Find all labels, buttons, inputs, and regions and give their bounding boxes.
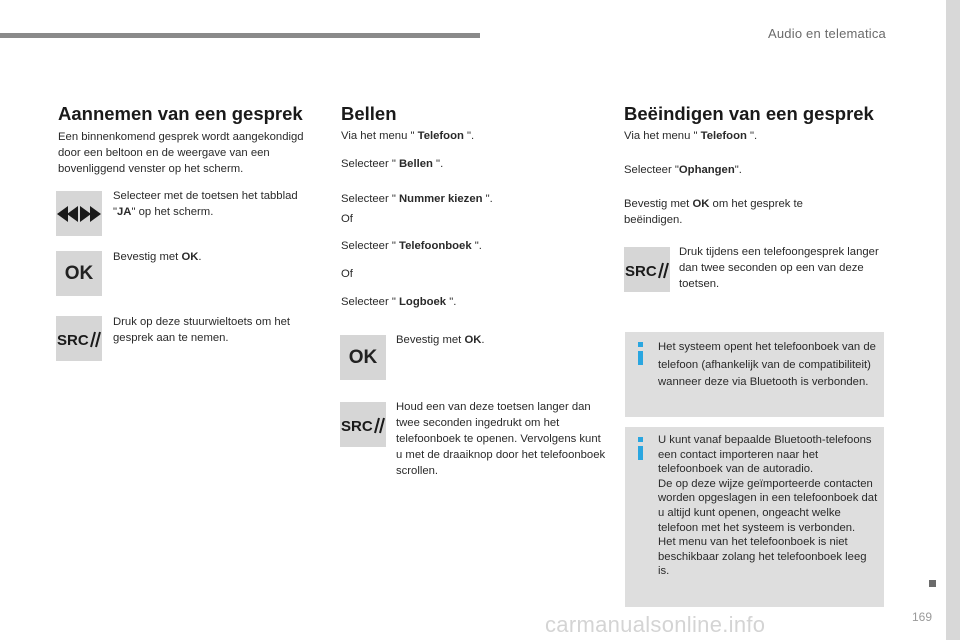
end-call-title: Beëindigen van een gesprek [624, 103, 874, 124]
src-button [624, 247, 670, 292]
text-part: ". [746, 130, 758, 142]
ok-button [56, 251, 102, 296]
text-bold: OK [181, 251, 199, 263]
text-bold: Logboek [399, 296, 447, 308]
text-bold: Nummer kiezen [399, 193, 483, 205]
call-menu-line [341, 128, 474, 144]
answer-call-title: Aannemen van een gesprek [58, 103, 303, 124]
text-part: ". [734, 164, 742, 176]
text-part: . [198, 251, 202, 263]
text-part: Via het menu " [341, 130, 418, 142]
text-bold: Ophangen [678, 164, 735, 176]
text-part: Bevestig met [113, 251, 182, 263]
svg-text:SRC: SRC [57, 331, 89, 349]
end-confirm [624, 196, 839, 228]
answer-step-confirm [113, 249, 323, 265]
text-part: " op het scherm. [131, 206, 214, 218]
text-part: . [481, 334, 485, 346]
text-part: Via het menu " [624, 130, 701, 142]
end-menu-line [624, 128, 757, 144]
page-edge-bar [946, 0, 960, 640]
text-part: Selecteer " [341, 240, 400, 252]
call-select-bellen [341, 156, 443, 172]
text-part: ". [463, 130, 475, 142]
answer-step-steering: Druk op deze stuurwieltoets om het gesprek aan te nemen. [113, 316, 291, 344]
section-header: Audio en telematica [768, 26, 886, 41]
src-button [340, 402, 386, 447]
text-part: Selecteer met de toetsen het tabblad " [113, 190, 298, 218]
text-part: ". [432, 158, 444, 170]
text-part: om het gesprek te beëindigen. [624, 198, 803, 226]
text-bold: OK [464, 334, 482, 346]
text-part: Selecteer " [624, 164, 679, 176]
src-button [56, 316, 102, 361]
text-bold: Bellen [399, 158, 433, 170]
info-icon-dot [638, 437, 643, 442]
end-select-hangup [624, 162, 742, 178]
src-icon [625, 260, 669, 280]
call-select-number [341, 191, 493, 207]
watermark: carmanualsonline.info [545, 612, 766, 637]
text-part: ". [471, 240, 482, 252]
text-bold: Telefoon [700, 130, 747, 142]
text-bold: Telefoon [417, 130, 464, 142]
call-select-log [341, 294, 456, 310]
call-confirm [396, 332, 485, 348]
text-bold: JA [117, 206, 132, 218]
page-number: 169 [912, 610, 933, 624]
info-icon-dot [638, 342, 643, 347]
page-marker [929, 580, 936, 587]
answer-call-intro: Een binnenkomend gesprek wordt aangekondigd door een beltoon en de weergave van een bovenliggend venster op het scherm. [58, 131, 304, 175]
prev-next-button [56, 191, 102, 236]
ok-button [340, 335, 386, 380]
prev-next-icon [57, 205, 101, 223]
info-text-import: U kunt vanaf bepaalde Bluetooth-telefoons een contact importeren naar het telefoonboek van de autoradio. De op deze wijze geïmporteerde contacten worden opgeslagen in een telefoonboek dat u altijd kunt openen, ongeacht welke telefoon met het systeem is verbonden. Het menu van het telefoonboek is niet beschikbaar zolang het telefoonboek leeg is. [658, 434, 878, 578]
info-box-import [625, 427, 884, 607]
answer-step-select [113, 188, 323, 220]
text-part: ". [482, 193, 493, 205]
src-icon [341, 415, 385, 435]
svg-text:SRC: SRC [625, 262, 657, 280]
info-box-phonebook [625, 332, 884, 417]
src-icon [57, 329, 101, 349]
end-hold-hint: Druk tijdens een telefoongesprek langer dan twee seconden op een van deze toetsen. [679, 246, 879, 290]
text-part: Bevestig met [396, 334, 465, 346]
info-icon [638, 446, 643, 460]
text-part: Bevestig met [624, 198, 693, 210]
ok-icon: OK [348, 346, 378, 368]
call-or-2: Of [341, 268, 353, 280]
top-rule [0, 33, 480, 38]
call-phonebook-hint: Houd een van deze toetsen langer dan twee seconden ingedrukt om het telefoonboek te openen. Vervolgens kunt u met de draaiknop door het telefoonboek scrollen. [396, 401, 606, 477]
info-icon [638, 351, 643, 365]
text-part: Selecteer " [341, 296, 400, 308]
call-title: Bellen [341, 103, 397, 124]
call-select-phonebook [341, 238, 482, 254]
ok-icon: OK [64, 262, 94, 284]
text-bold: Telefoonboek [399, 240, 472, 252]
text-part: Selecteer " [341, 193, 400, 205]
svg-text:SRC: SRC [341, 417, 373, 435]
call-or-1: Of [341, 213, 353, 225]
text-part: Selecteer " [341, 158, 400, 170]
text-bold: OK [692, 198, 710, 210]
info-text-phonebook: Het systeem opent het telefoonboek van de telefoon (afhankelijk van de compatibiliteit) wanneer deze via Bluetooth is verbonden. [658, 341, 876, 388]
text-part: ". [446, 296, 457, 308]
